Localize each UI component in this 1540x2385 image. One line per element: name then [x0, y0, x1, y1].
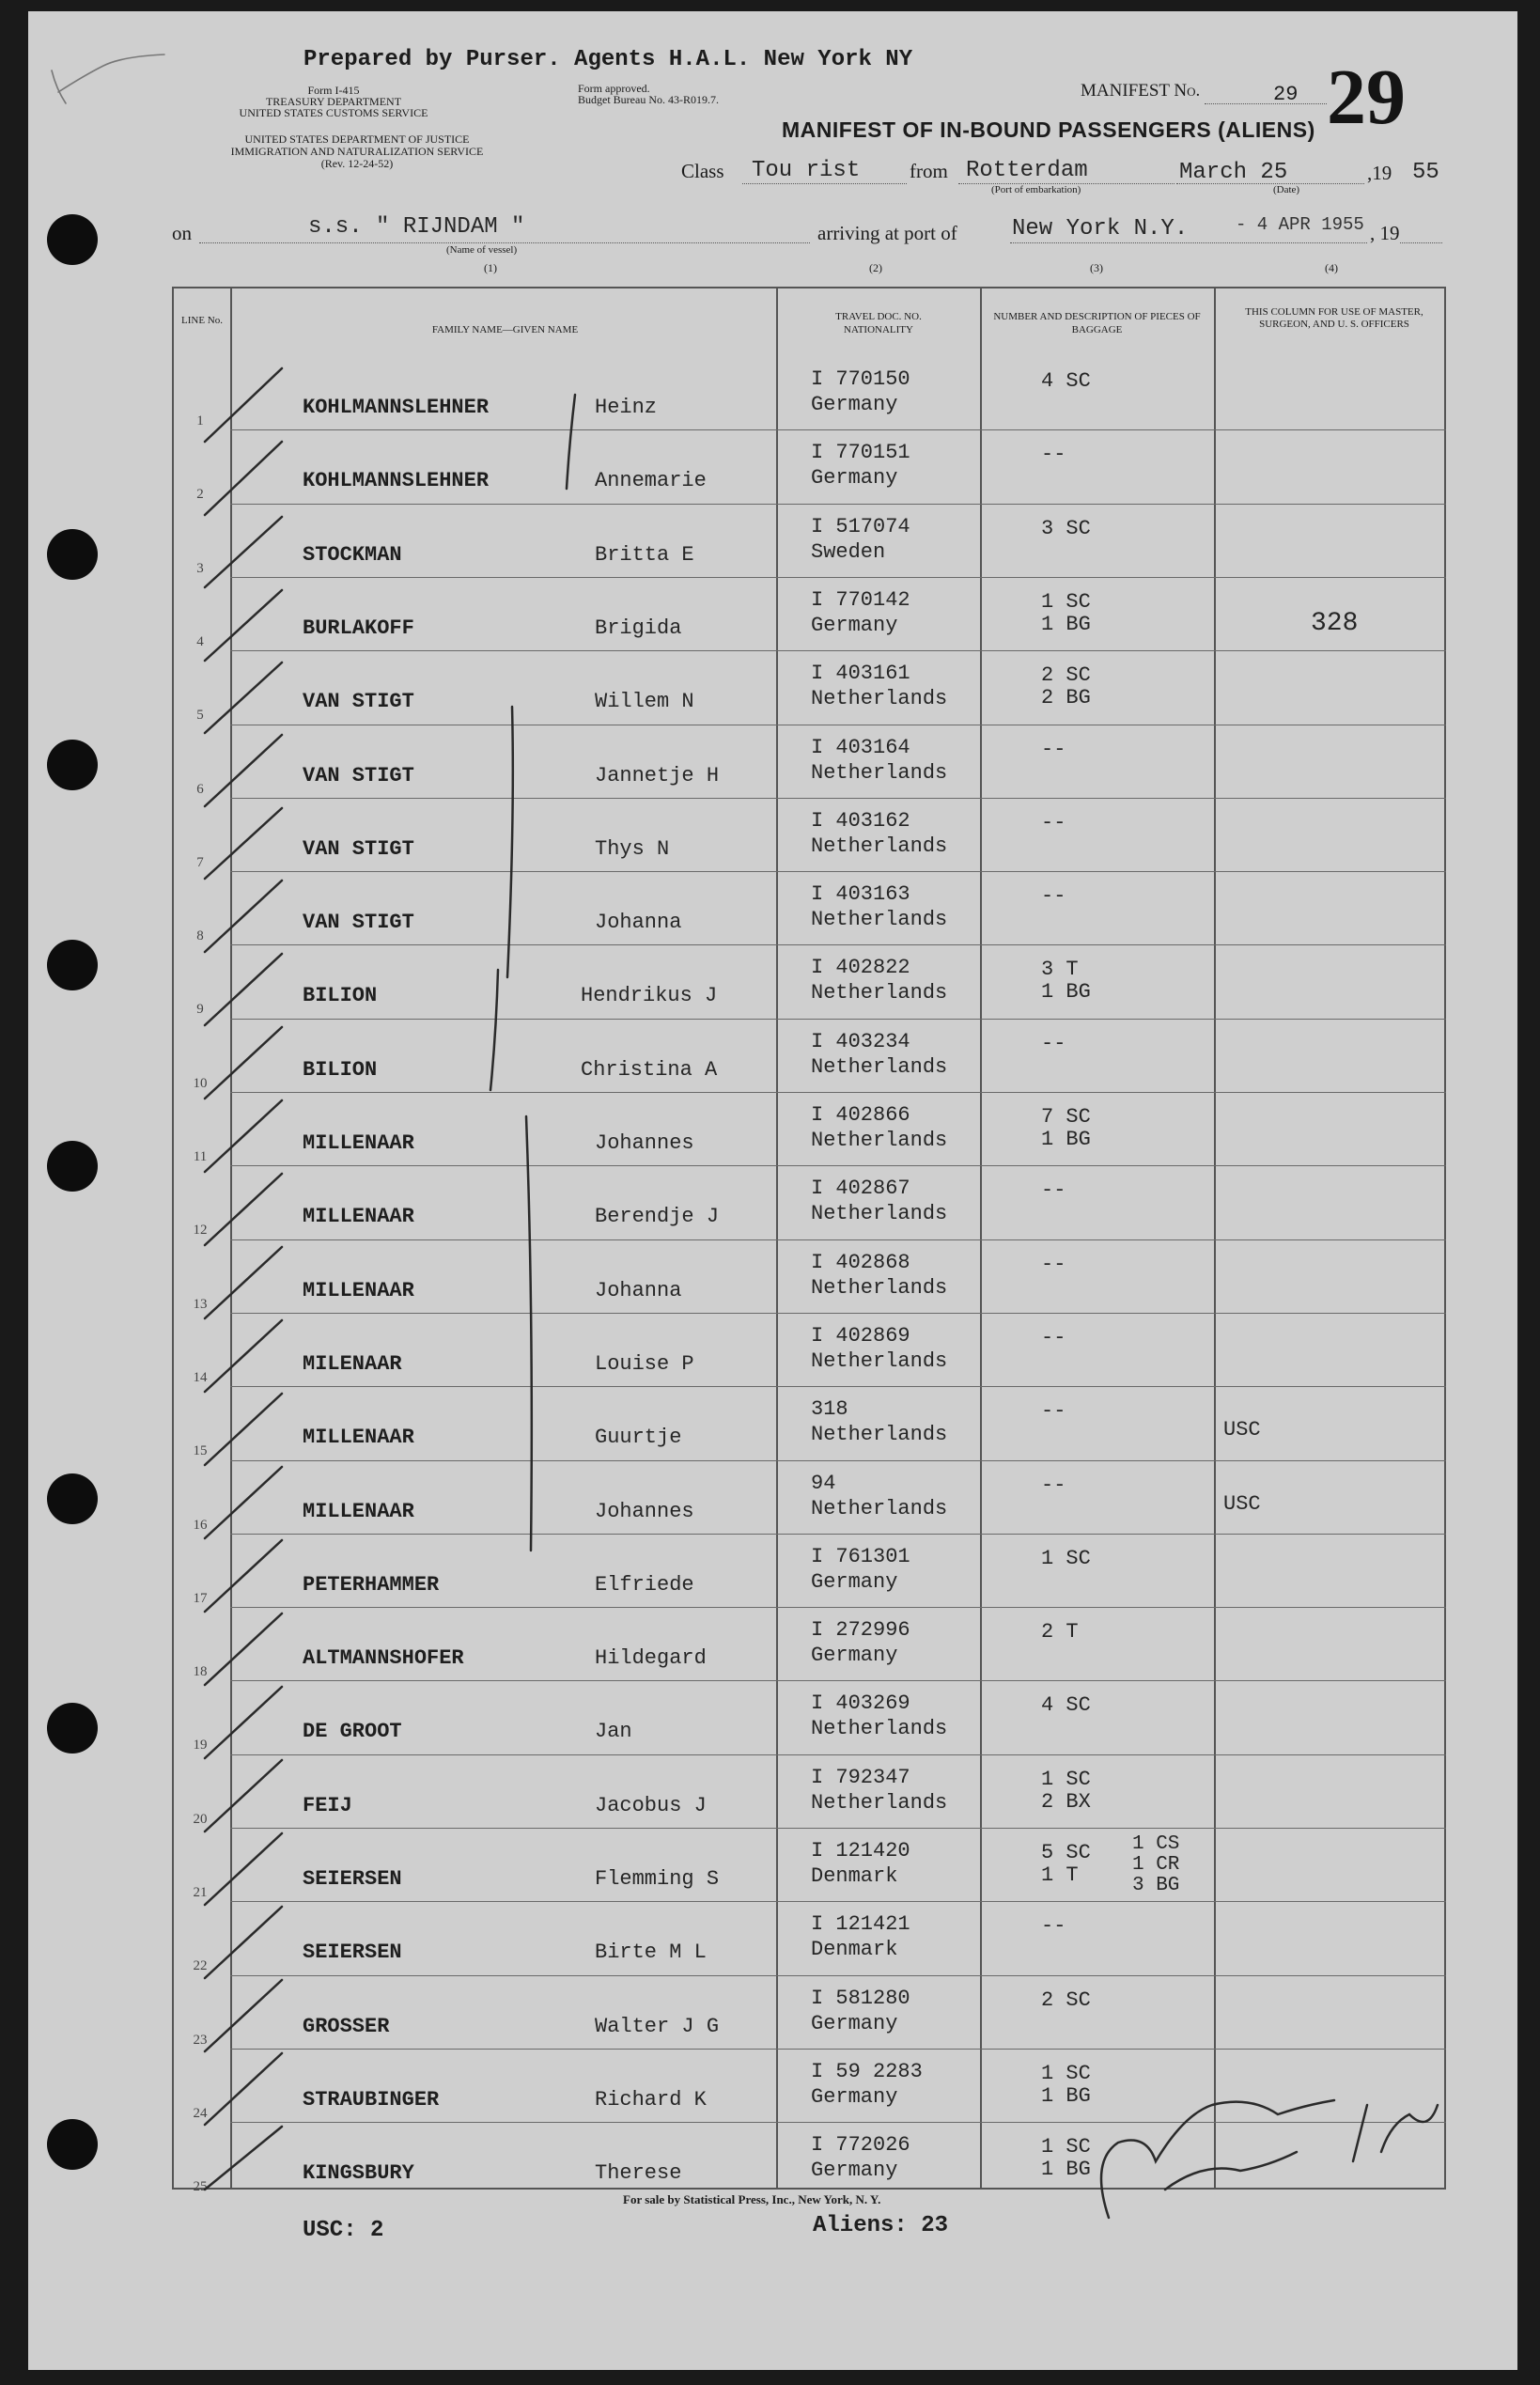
nationality: Germany: [811, 393, 898, 416]
baggage-item: 1 SC: [1041, 1767, 1091, 1791]
travel-doc-number: I 272996: [811, 1618, 910, 1643]
baggage-item: 1 SC: [1041, 2135, 1091, 2159]
printer-credit: For sale by Statistical Press, Inc., New York, N. Y.: [623, 2192, 881, 2206]
line-number: 17: [193, 1590, 208, 1606]
travel-doc-number: I 402869: [811, 1323, 910, 1348]
col-header-officers: THIS COLUMN FOR USE OF MASTER, SURGEON, AND U. S. OFFICERS: [1245, 306, 1423, 330]
col-header-line-no: LINE No.: [181, 315, 223, 326]
line-number: 5: [196, 708, 204, 724]
nationality: Netherlands: [811, 1423, 948, 1447]
line-number: 18: [193, 1664, 208, 1680]
col-num-3: (3): [1090, 261, 1103, 274]
nationality: Netherlands: [811, 1790, 948, 1815]
port-of-embarkation: Rotterdam: [966, 158, 1088, 183]
arrival-port: New York N.Y.: [1012, 216, 1189, 242]
baggage-item: 1 BG: [1041, 2158, 1091, 2182]
nationality: Netherlands: [811, 1054, 948, 1079]
line-number: 6: [196, 781, 204, 797]
given-name: Walter J G: [595, 2014, 720, 2038]
baggage-item: 1 SC: [1041, 2061, 1091, 2085]
baggage-item: --: [1041, 1252, 1066, 1276]
travel-doc-number: I 792347: [811, 1765, 910, 1789]
line-number: 4: [196, 633, 204, 649]
given-name: Flemming S: [595, 1867, 720, 1891]
nationality: Germany: [811, 613, 898, 637]
vessel-caption: (Name of vessel): [446, 244, 518, 256]
family-name: STRAUBINGER: [303, 2087, 440, 2112]
line-number: 16: [193, 1517, 208, 1533]
given-name: Berendje J: [595, 1205, 720, 1229]
nationality: Germany: [811, 466, 898, 491]
travel-doc-number: I 770150: [811, 367, 910, 391]
baggage-item: --: [1041, 1031, 1066, 1055]
baggage-item: 1 BG: [1041, 980, 1091, 1005]
baggage-item: --: [1041, 1399, 1066, 1424]
given-name: Johanna: [595, 911, 682, 935]
line-number: 22: [193, 1958, 208, 1974]
given-name: Willem N: [595, 690, 694, 714]
given-name: Guurtje: [595, 1426, 682, 1450]
travel-doc-number: 318: [811, 1397, 848, 1422]
baggage-item: 3 T: [1041, 958, 1079, 982]
line-number: 11: [193, 1149, 208, 1164]
arrival-year-prefix: , 19: [1370, 222, 1400, 244]
line-number: 25: [193, 2179, 208, 2195]
baggage-item: 2 SC: [1041, 663, 1091, 688]
family-name: SEIERSEN: [303, 1867, 402, 1891]
prepared-by: Prepared by Purser. Agents H.A.L. New York NY: [303, 47, 913, 72]
justice-block: UNITED STATES DEPARTMENT OF JUSTICE IMMIGRATION AND NATURALIZATION SERVICE (Rev. 12-24-52): [230, 132, 484, 170]
line-number: 1: [196, 413, 204, 429]
given-name: Therese: [595, 2161, 682, 2186]
class-label: Class: [681, 160, 724, 182]
line-number: 19: [193, 1738, 208, 1754]
col-num-4: (4): [1325, 261, 1338, 274]
travel-doc-number: I 403234: [811, 1029, 910, 1053]
travel-doc-number: I 403164: [811, 735, 910, 759]
line-number: 14: [193, 1369, 208, 1385]
travel-doc-number: 94: [811, 1471, 836, 1495]
family-name: STOCKMAN: [303, 542, 402, 567]
arrival-date-stamp: - 4 APR 1955: [1236, 214, 1364, 235]
nationality: Netherlands: [811, 908, 948, 932]
page-title: MANIFEST OF IN-BOUND PASSENGERS (ALIENS): [782, 117, 1315, 142]
line-number: 3: [196, 560, 204, 576]
family-name: BURLAKOFF: [303, 616, 414, 640]
travel-doc-number: I 517074: [811, 514, 910, 538]
nationality: Netherlands: [811, 1717, 948, 1741]
nationality: Netherlands: [811, 1348, 948, 1373]
given-name: Hildegard: [595, 1646, 707, 1671]
manifest-number-stamp: 29: [1327, 54, 1406, 141]
family-name: KOHLMANNSLEHNER: [303, 469, 490, 493]
baggage-item: --: [1041, 1178, 1066, 1203]
family-name: VAN STIGT: [303, 690, 414, 714]
year-prefix: ,19: [1367, 162, 1392, 184]
line-number: 20: [193, 1811, 208, 1827]
line-number: 9: [196, 1002, 204, 1018]
baggage-item: --: [1041, 1473, 1066, 1497]
nationality: Germany: [811, 2011, 898, 2035]
line-number: 15: [193, 1443, 208, 1459]
baggage-item: --: [1041, 1914, 1066, 1939]
travel-doc-number: I 402868: [811, 1250, 910, 1274]
family-name: MILLENAAR: [303, 1131, 414, 1155]
family-name: MILLENAAR: [303, 1205, 414, 1229]
travel-doc-number: I 403162: [811, 808, 910, 833]
line-number: 24: [193, 2105, 208, 2121]
nationality: Germany: [811, 1644, 898, 1668]
family-name: MILLENAAR: [303, 1278, 414, 1302]
baggage-item: 2 BX: [1041, 1789, 1091, 1814]
col-num-2: (2): [869, 261, 882, 274]
nationality: Netherlands: [811, 687, 948, 711]
baggage-item: 2 T: [1041, 1620, 1079, 1645]
nationality: Sweden: [811, 539, 886, 564]
baggage-item: 5 SC: [1041, 1841, 1091, 1864]
nationality: Germany: [811, 2084, 898, 2109]
line-number: 12: [193, 1223, 208, 1239]
baggage-item: 1 CR: [1132, 1854, 1180, 1876]
port-caption: (Port of embarkation): [991, 184, 1081, 195]
given-name: Heinz: [595, 396, 658, 419]
baggage-item: 1 CS: [1132, 1833, 1180, 1855]
baggage-item: 1 T: [1041, 1863, 1079, 1887]
travel-doc-number: I 403161: [811, 662, 910, 686]
given-name: Louise P: [595, 1351, 694, 1376]
family-name: MILLENAAR: [303, 1426, 414, 1450]
given-name: Brigida: [595, 616, 682, 640]
usc-total: USC: 2: [303, 2218, 384, 2243]
given-name: Britta E: [595, 542, 694, 567]
nationality: Netherlands: [811, 760, 948, 785]
given-name: Johannes: [595, 1131, 694, 1155]
family-name: VAN STIGT: [303, 911, 414, 935]
line-number: 7: [196, 854, 204, 870]
family-name: SEIERSEN: [303, 1941, 402, 1965]
baggage-item: 3 SC: [1041, 516, 1091, 540]
col-header-baggage: NUMBER AND DESCRIPTION OF PIECES OF BAGGAGE: [993, 311, 1201, 335]
family-name: VAN STIGT: [303, 763, 414, 787]
travel-doc-number: I 403163: [811, 882, 910, 907]
nationality: Netherlands: [811, 981, 948, 1005]
line-number: 10: [193, 1075, 208, 1091]
officer-note: USC: [1223, 1491, 1261, 1516]
form-approved: Form approved. Budget Bureau No. 43-R019.7.: [578, 82, 719, 106]
form-block: Form I-415 TREASURY DEPARTMENT UNITED STATES CUSTOMS SERVICE: [239, 84, 428, 119]
from-label: from: [910, 160, 948, 182]
baggage-item: 7 SC: [1041, 1105, 1091, 1129]
line-number: 2: [196, 487, 204, 503]
line-number: 8: [196, 928, 204, 944]
family-name: MILLENAAR: [303, 1499, 414, 1523]
line-number: 13: [193, 1296, 208, 1312]
family-name: FEIJ: [303, 1793, 352, 1817]
nationality: Netherlands: [811, 1496, 948, 1520]
baggage-item: 2 BG: [1041, 686, 1091, 710]
line-number: 23: [193, 2032, 208, 2048]
nationality: Netherlands: [811, 1202, 948, 1226]
col-num-1: (1): [484, 261, 497, 274]
given-name: Johanna: [595, 1278, 682, 1302]
given-name: Thys N: [595, 836, 670, 861]
travel-doc-number: I 581280: [811, 1986, 910, 2010]
given-name: Christina A: [581, 1057, 718, 1082]
travel-doc-number: I 770151: [811, 441, 910, 465]
given-name: Birte M L: [595, 1941, 707, 1965]
baggage-item: --: [1041, 810, 1066, 834]
class-value: Tou rist: [752, 158, 861, 183]
baggage-item: --: [1041, 737, 1066, 761]
baggage-item: 3 BG: [1132, 1875, 1180, 1896]
given-name: Jacobus J: [595, 1793, 707, 1817]
baggage-item: 2 SC: [1041, 1988, 1091, 2012]
given-name: Jan: [595, 1720, 632, 1744]
given-name: Hendrikus J: [581, 984, 718, 1008]
family-name: PETERHAMMER: [303, 1572, 440, 1597]
family-name: BILION: [303, 984, 378, 1008]
manifest-date: March 25: [1179, 160, 1288, 185]
travel-doc-number: I 761301: [811, 1544, 910, 1568]
year-suffix: 55: [1412, 160, 1439, 185]
nationality: Netherlands: [811, 1275, 948, 1300]
nationality: Denmark: [811, 1938, 898, 1962]
aliens-total: Aliens: 23: [813, 2213, 949, 2238]
line-number: 21: [193, 1885, 208, 1900]
baggage-item: 4 SC: [1041, 369, 1091, 393]
date-caption: (Date): [1273, 184, 1300, 195]
travel-doc-number: I 121420: [811, 1839, 910, 1863]
family-name: BILION: [303, 1057, 378, 1082]
travel-doc-number: I 402867: [811, 1177, 910, 1201]
family-name: GROSSER: [303, 2014, 390, 2038]
baggage-item: --: [1041, 1325, 1066, 1349]
on-label: on: [172, 222, 192, 244]
family-name: VAN STIGT: [303, 836, 414, 861]
family-name: KINGSBURY: [303, 2161, 414, 2186]
officer-note: USC: [1223, 1418, 1261, 1442]
baggage-item: 4 SC: [1041, 1693, 1091, 1718]
travel-doc-number: I 121421: [811, 1912, 910, 1937]
travel-doc-number: I 403269: [811, 1691, 910, 1716]
family-name: KOHLMANNSLEHNER: [303, 396, 490, 419]
baggage-item: 1 BG: [1041, 612, 1091, 636]
nationality: Netherlands: [811, 834, 948, 858]
baggage-item: 1 BG: [1041, 1128, 1091, 1151]
travel-doc-number: I 402866: [811, 1103, 910, 1127]
travel-doc-number: I 59 2283: [811, 2059, 923, 2083]
nationality: Germany: [811, 1569, 898, 1594]
given-name: Richard K: [595, 2087, 707, 2112]
baggage-item: 1 SC: [1041, 1546, 1091, 1570]
manifest-label: MANIFEST No.: [1081, 81, 1201, 101]
baggage-item: --: [1041, 443, 1066, 467]
family-name: MILENAAR: [303, 1351, 402, 1376]
officer-note: 328: [1311, 608, 1359, 638]
family-name: ALTMANNSHOFER: [303, 1646, 464, 1671]
travel-doc-number: I 770142: [811, 587, 910, 612]
travel-doc-number: I 772026: [811, 2133, 910, 2158]
given-name: Elfriede: [595, 1572, 694, 1597]
col-header-name: FAMILY NAME—GIVEN NAME: [431, 324, 579, 335]
nationality: Germany: [811, 2159, 898, 2183]
baggage-item: --: [1041, 884, 1066, 909]
vessel-name: s.s. " RIJNDAM ": [308, 214, 525, 240]
given-name: Jannetje H: [595, 763, 720, 787]
given-name: Johannes: [595, 1499, 694, 1523]
nationality: Denmark: [811, 1864, 898, 1888]
family-name: DE GROOT: [303, 1720, 402, 1744]
manifest-number-typed: 29: [1273, 83, 1299, 106]
given-name: Annemarie: [595, 469, 707, 493]
travel-doc-number: I 402822: [811, 956, 910, 980]
baggage-item: 1 SC: [1041, 589, 1091, 614]
col-header-travel-doc: TRAVEL DOC. NO. NATIONALITY: [835, 311, 922, 335]
arriving-label: arriving at port of: [817, 222, 957, 244]
nationality: Netherlands: [811, 1129, 948, 1152]
baggage-item: 1 BG: [1041, 2083, 1091, 2108]
